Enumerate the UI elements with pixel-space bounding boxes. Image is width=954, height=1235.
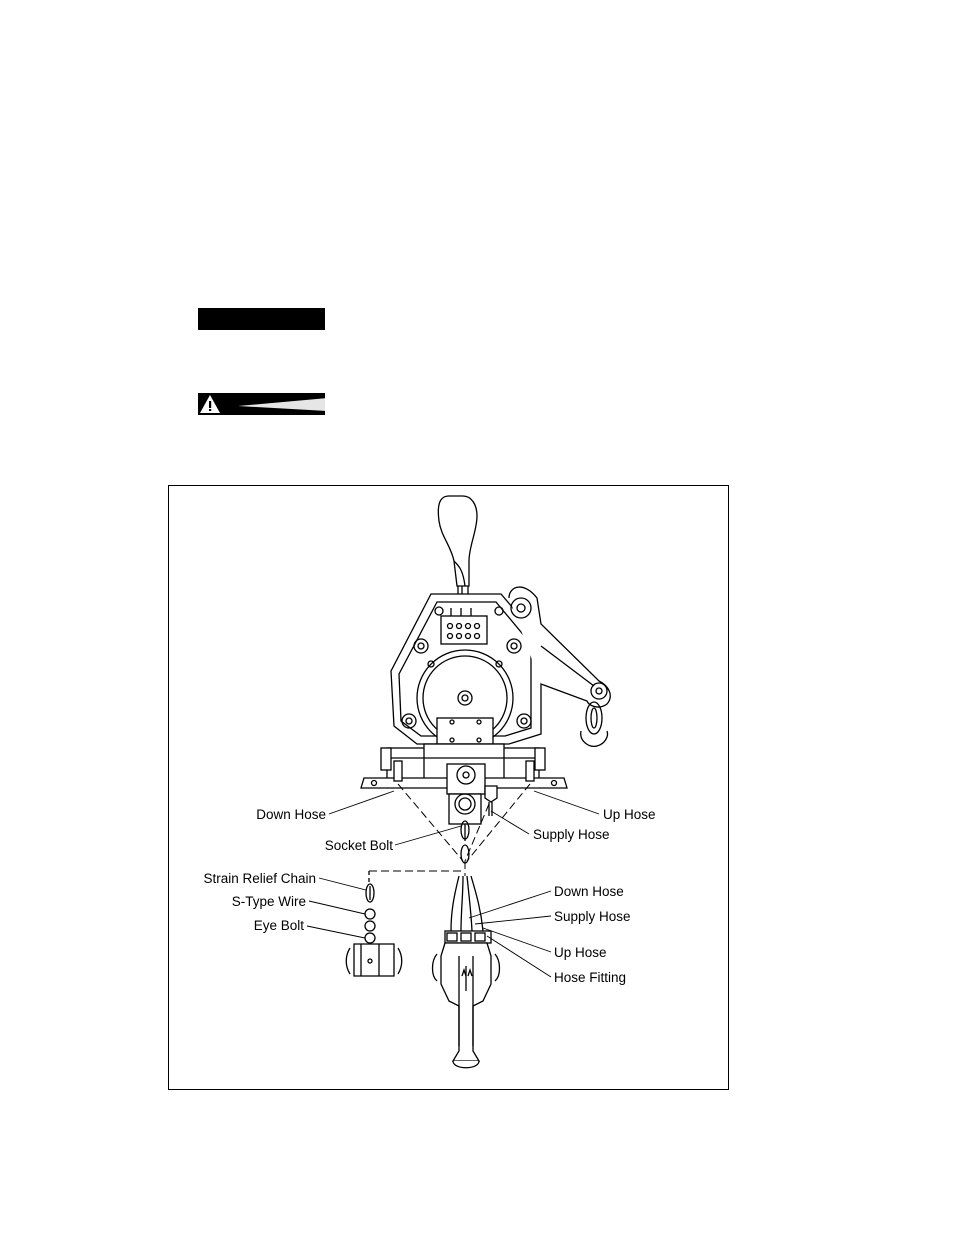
label-down-hose-bottom: Down Hose (554, 884, 624, 899)
warning-triangle-icon (200, 395, 220, 413)
label-eye-bolt: Eye Bolt (253, 918, 304, 933)
label-up-hose-top: Up Hose (603, 807, 656, 822)
label-down-hose-top: Down Hose (256, 807, 326, 822)
label-socket-bolt: Socket Bolt (324, 838, 393, 853)
pendant-handle (433, 876, 500, 1068)
notice-banner (198, 308, 325, 330)
label-hose-fitting: Hose Fitting (554, 970, 627, 985)
label-s-type-wire: S-Type Wire (231, 894, 306, 909)
label-up-hose-bottom: Up Hose (554, 945, 607, 960)
label-supply-hose-top: Supply Hose (533, 827, 610, 842)
label-supply-hose-bottom: Supply Hose (554, 909, 631, 924)
top-hook (438, 496, 477, 601)
warning-banner (198, 393, 325, 415)
hoist-hose-diagram (168, 485, 729, 1090)
label-strain-relief-chain: Strain Relief Chain (203, 871, 316, 886)
